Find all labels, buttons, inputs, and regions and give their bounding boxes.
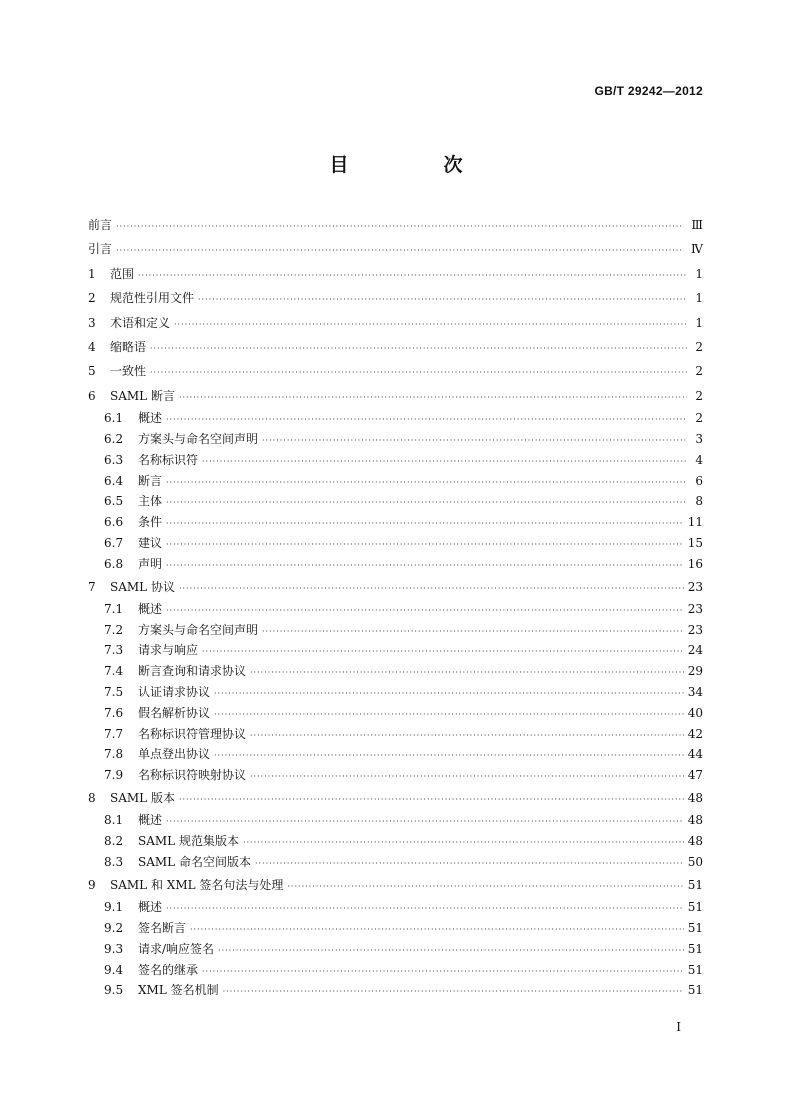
toc-entry-page: 23 [687,579,703,594]
toc-entry-label: 术语和定义 [110,315,171,330]
toc-entry-number: 6 [88,388,96,403]
toc-entry-page: 40 [687,705,703,720]
toc-entry-number: 1 [88,266,96,281]
toc-entry-page: 51 [687,941,703,956]
toc-entry-number: 9.4 [104,962,124,977]
toc-entry[interactable] [88,744,703,765]
toc-entry-page: 48 [687,834,703,849]
toc-entry-label: 名称标识符映射协议 [138,768,247,783]
toc-entry-number: 8.1 [104,813,124,828]
toc-entry-label: 请求/响应签名 [138,941,215,956]
toc-entry-label: 概述 [138,813,163,828]
toc-entry-label: 方案头与命名空间声明 [138,622,259,637]
toc-entry-page: 50 [687,855,703,870]
toc-entry-page: 51 [687,962,703,977]
toc-entry-number: 6.8 [104,556,124,571]
toc-entry-number: 7.4 [104,664,124,679]
toc-entry[interactable] [88,939,703,960]
toc-leader-dots [202,452,687,473]
toc-entry-page: 24 [687,643,703,658]
toc-leader-dots [287,875,683,899]
toc-entry[interactable] [88,682,703,703]
toc-leader-dots [243,833,684,854]
toc-leader-dots [179,788,684,812]
toc-entry-page: 42 [687,726,703,741]
toc-leader-dots [116,215,687,239]
toc-entry-number: 6.6 [104,515,124,530]
toc-entry-page: 16 [687,556,703,571]
toc-entry[interactable] [88,554,703,575]
toc-entry-label: 认证请求协议 [138,685,211,700]
toc-leader-dots [166,493,687,514]
toc-entry-label: SAML 版本 [110,791,175,806]
toc-entry-label: 声明 [138,556,163,571]
toc-entry-label: 概述 [138,601,163,616]
toc-entry-label: 名称标识符 [138,452,199,467]
toc-leader-dots [166,601,684,622]
toc-entry-label: 签名断言 [138,921,187,936]
toc-entry-label: 缩略语 [110,339,147,354]
toc-leader-dots [250,726,684,747]
toc-entry-number: 7.8 [104,747,124,762]
toc-entry-page: 15 [687,535,703,550]
toc-entry-page: 34 [687,685,703,700]
toc-leader-dots [179,386,687,410]
toc-entry-page: 29 [687,664,703,679]
toc-leader-dots [166,535,684,556]
standard-code: GB/T 29242—2012 [594,84,703,98]
toc-entry-label: 规范性引用文件 [110,291,195,306]
toc-entry-page: 4 [695,452,703,467]
toc-entry-label: 断言查询和请求协议 [138,664,247,679]
toc-leader-dots [223,982,684,1003]
toc-entry[interactable] [88,512,703,533]
toc-entry-number: 7.2 [104,622,124,637]
toc-leader-dots [198,288,687,312]
toc-entry-number: 6.5 [104,494,124,509]
toc-entry-number: 9.3 [104,941,124,956]
toc-entry[interactable] [88,897,703,918]
toc-entry[interactable] [88,724,703,745]
toc-entry-number: 8.3 [104,855,124,870]
toc-entry-number: 7.1 [104,601,124,616]
toc-leader-dots [166,812,684,833]
toc-leader-dots [190,920,684,941]
toc-entry-page: 2 [695,339,703,354]
toc-entry-label: 假名解析协议 [138,705,211,720]
toc-entry[interactable] [88,661,703,682]
toc-entry[interactable] [88,408,703,429]
toc-entry-page: 2 [695,411,703,426]
toc-leader-dots [138,264,687,288]
toc-entry-page: 51 [687,983,703,998]
toc-entry-number: 7.5 [104,685,124,700]
toc-entry-label: 断言 [138,473,163,488]
toc-entry[interactable] [88,262,703,286]
toc-entry[interactable] [88,873,703,897]
toc-entry-label: XML 签名机制 [138,983,219,998]
toc-entry[interactable] [88,980,703,1001]
toc-entry-page: 23 [687,622,703,637]
toc-leader-dots [262,622,684,643]
toc-entry-page: 47 [687,768,703,783]
toc-entry-label: 单点登出协议 [138,747,211,762]
toc-entry-page: 51 [687,900,703,915]
toc-entry-label: 方案头与命名空间声明 [138,431,259,446]
toc-entry-label: 主体 [138,494,163,509]
toc-leader-dots [214,705,684,726]
toc-entry-number: 7.6 [104,705,124,720]
toc-entry-number: 7 [88,579,96,594]
toc-entry-number: 7.9 [104,768,124,783]
toc-entry-page: 44 [687,747,703,762]
toc-entry[interactable] [88,703,703,724]
toc-entry-number: 6.3 [104,452,124,467]
toc-entry-label: 建议 [138,535,163,550]
toc-entry-page: Ⅲ [691,218,703,232]
toc-entry[interactable] [88,786,703,810]
toc-entry-number: 9.5 [104,983,124,998]
toc-entry[interactable] [88,918,703,939]
toc-leader-dots [218,941,684,962]
toc-entry[interactable] [88,533,703,554]
toc-entry-page: 1 [695,291,703,306]
toc-entry[interactable] [88,831,703,852]
toc-entry-number: 6.2 [104,431,124,446]
toc-entry[interactable] [88,640,703,661]
toc-entry-page: 51 [687,877,703,892]
toc-entry-page: 8 [695,494,703,509]
toc-entry-page: Ⅳ [691,242,703,257]
toc-entry-label: SAML 规范集版本 [138,834,239,849]
toc-entry[interactable] [88,620,703,641]
toc-leader-dots [255,854,684,875]
toc-leader-dots [202,642,684,663]
toc-entry-number: 6.4 [104,473,124,488]
toc-entry[interactable] [88,450,703,471]
toc-entry[interactable] [88,575,703,599]
toc-entry-label: 概述 [138,411,163,426]
toc-entry-number: 3 [88,315,96,330]
toc-entry-label: SAML 协议 [110,579,175,594]
page-title: 目 次 [329,154,501,176]
toc-leader-dots [166,514,684,535]
toc-entry-label: 引言 [88,242,113,257]
toc-entry-page: 3 [695,431,703,446]
toc-entry[interactable] [88,335,703,359]
toc-entry-number: 7.3 [104,643,124,658]
toc-entry[interactable] [88,286,703,310]
toc-entry-label: 签名的继承 [138,962,199,977]
toc-entry-label: 请求与响应 [138,643,199,658]
toc-leader-dots [150,337,687,361]
toc-entry[interactable] [88,810,703,831]
toc-entry-label: SAML 断言 [110,388,175,403]
toc-entry-number: 6.1 [104,411,124,426]
toc-entry[interactable] [88,599,703,620]
toc-entry-page: 1 [695,315,703,330]
toc-entry[interactable] [88,471,703,492]
toc-entry-page: 23 [687,601,703,616]
toc-entry-label: 一致性 [110,364,147,379]
toc-entry-label: 条件 [138,515,163,530]
toc-entry[interactable] [88,429,703,450]
toc-entry[interactable] [88,311,703,335]
toc-leader-dots [262,431,687,452]
toc-entry-label: SAML 和 XML 签名句法与处理 [110,877,284,892]
toc-entry-label: 名称标识符管理协议 [138,726,247,741]
toc-entry[interactable] [88,765,703,786]
toc-leader-dots [116,239,687,263]
toc-leader-dots [174,313,687,337]
toc-leader-dots [166,410,687,431]
toc-entry[interactable] [88,491,703,512]
toc-entry-label: 前言 [88,218,113,232]
table-of-contents [88,213,703,1001]
toc-entry[interactable] [88,359,703,383]
toc-leader-dots [166,556,684,577]
toc-leader-dots [250,663,684,684]
toc-leader-dots [250,767,684,788]
toc-entry-number: 8.2 [104,834,124,849]
toc-entry-label: 范围 [110,266,135,281]
toc-leader-dots [202,962,684,983]
toc-entry[interactable] [88,960,703,981]
toc-entry-number: 6.7 [104,535,124,550]
toc-entry[interactable] [88,237,703,261]
toc-entry-page: 51 [687,921,703,936]
toc-entry-number: 4 [88,339,96,354]
toc-leader-dots [214,684,684,705]
toc-entry-number: 9 [88,877,96,892]
toc-entry-page: 11 [687,515,703,530]
toc-entry[interactable] [88,384,703,408]
toc-entry-number: 8 [88,791,96,806]
toc-leader-dots [150,361,687,385]
toc-entry-number: 9.2 [104,921,124,936]
toc-entry-page: 2 [695,364,703,379]
toc-leader-dots [179,577,684,601]
toc-entry-page: 48 [687,813,703,828]
toc-entry-number: 5 [88,364,96,379]
toc-leader-dots [166,473,687,494]
toc-entry[interactable] [88,852,703,873]
toc-entry-page: 48 [687,791,703,806]
toc-leader-dots [166,899,684,920]
toc-entry[interactable] [88,213,703,237]
toc-entry-page: 1 [695,266,703,281]
toc-entry-label: SAML 命名空间版本 [138,855,251,870]
toc-entry-page: 6 [695,473,703,488]
toc-entry-number: 7.7 [104,726,124,741]
toc-entry-label: 概述 [138,900,163,915]
page-number: I [676,1020,681,1034]
toc-entry-page: 2 [695,388,703,403]
toc-leader-dots [214,746,684,767]
toc-entry-number: 2 [88,291,96,306]
toc-entry-number: 9.1 [104,900,124,915]
